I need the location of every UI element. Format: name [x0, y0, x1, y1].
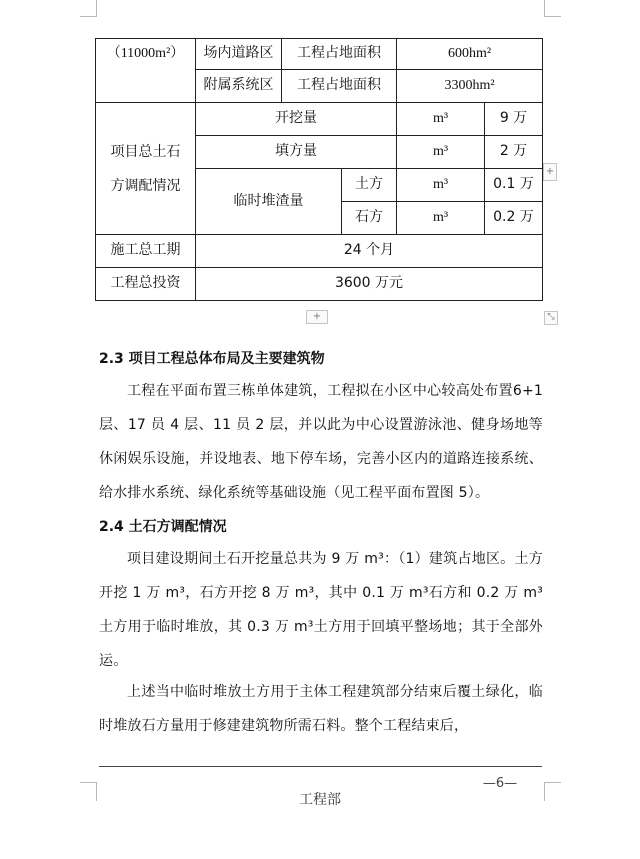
- paragraph: 上述当中临时堆放土方用于主体工程建筑部分结束后覆土绿化，临时堆放石方量用于修建建筑物所需石料。整个工程结束后，: [99, 684, 543, 734]
- table-cell[interactable]: 0.1 万: [485, 169, 543, 202]
- table-row: [96, 268, 543, 301]
- crop-mark-top-right: [544, 0, 561, 17]
- table-cell[interactable]: 24 个月: [196, 235, 543, 268]
- table-cell[interactable]: m³: [397, 202, 485, 235]
- table-cell-earthwork-label[interactable]: [96, 103, 196, 235]
- project-info-table[interactable]: [95, 38, 543, 301]
- add-row-button[interactable]: +: [306, 310, 328, 324]
- table-cell[interactable]: 3300hm²: [397, 70, 543, 103]
- table-row: [96, 39, 543, 70]
- table-cell[interactable]: 场内道路区: [196, 39, 282, 70]
- cell-text-line: 项目总土石: [110, 143, 181, 160]
- table-cell[interactable]: 3600 万元: [196, 268, 543, 301]
- table-cell[interactable]: 600hm²: [397, 39, 543, 70]
- table-cell[interactable]: 施工总工期: [96, 235, 196, 268]
- section-heading: 2.3 项目工程总体布局及主要建筑物: [99, 351, 325, 367]
- footer-divider: [99, 766, 542, 767]
- table-cell[interactable]: 石方: [342, 202, 397, 235]
- table-cell[interactable]: m³: [397, 169, 485, 202]
- table-cell[interactable]: 工程总投资: [96, 268, 196, 301]
- section-heading: 2.4 土石方调配情况: [99, 519, 227, 535]
- table-cell[interactable]: 工程占地面积: [282, 70, 397, 103]
- table-cell[interactable]: 土方: [342, 169, 397, 202]
- cell-text-line: 方调配情况: [110, 177, 181, 194]
- table-cell[interactable]: （11000m²）: [96, 39, 196, 103]
- footer-department: 工程部: [299, 792, 341, 808]
- table-cell[interactable]: 工程占地面积: [282, 39, 397, 70]
- table-row: [96, 235, 543, 268]
- table-cell[interactable]: 0.2 万: [485, 202, 543, 235]
- table-cell[interactable]: 附属系统区: [196, 70, 282, 103]
- table-resize-handle[interactable]: ⤡: [544, 311, 558, 325]
- table-cell[interactable]: 9 万: [485, 103, 543, 136]
- paragraph: 工程在平面布置三栋单体建筑，工程拟在小区中心较高处布置6+1 层、17 员 4 层、11 员 2 层，并以此为中心设置游泳池、健身场地等休闲娱乐设施，并设地表、地下停车场，完善小区内的道路连接系统、给水排水系统、绿化系统等基础设施（见工程平面布置图 5）。: [99, 383, 543, 501]
- table-cell[interactable]: 临时堆渣量: [196, 169, 342, 235]
- table-cell[interactable]: m³: [397, 103, 485, 136]
- paragraph: 项目建设期间土石开挖量总共为 9 万 m³：（1）建筑占地区。土方开挖 1 万 m³，石方开挖 8 万 m³，其中 0.1 万 m³石方和 0.2 万 m³土方用于临时堆放，其 0.3 万 m³土方用于回填平整场地；其于全部外运。: [99, 551, 543, 669]
- table-cell[interactable]: m³: [397, 136, 485, 169]
- table-cell[interactable]: 开挖量: [196, 103, 397, 136]
- add-column-button[interactable]: +: [543, 163, 557, 181]
- table-cell[interactable]: 2 万: [485, 136, 543, 169]
- page-number: —6—: [482, 776, 518, 791]
- table-cell[interactable]: 填方量: [196, 136, 397, 169]
- crop-mark-top-left: [80, 0, 97, 17]
- table-row: [96, 103, 543, 136]
